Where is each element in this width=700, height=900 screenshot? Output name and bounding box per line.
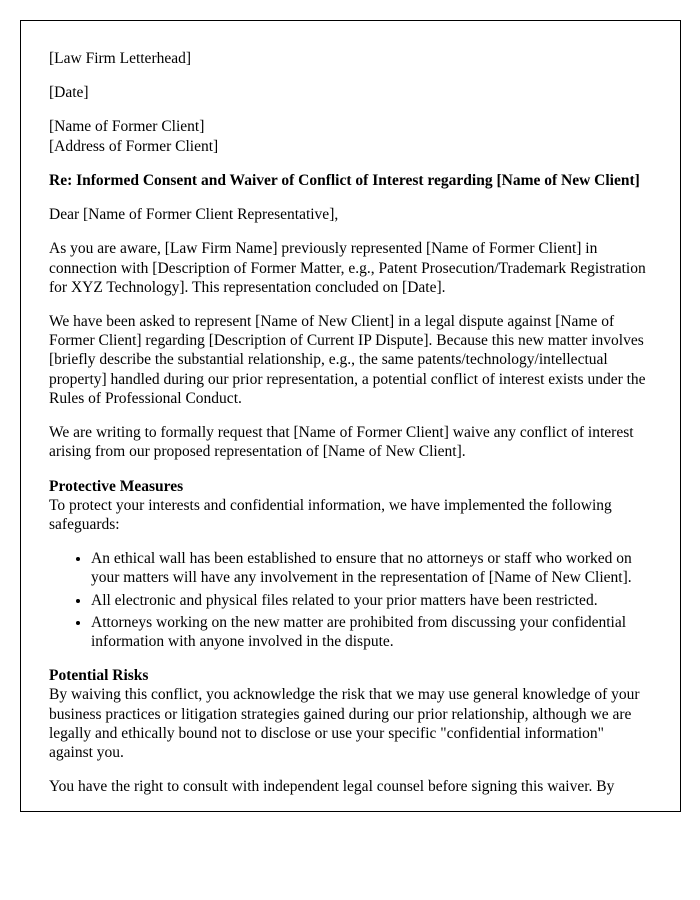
safeguard-item-ethical-wall: • An ethical wall has been established to ensure that no attorneys or staff who worked on your matters will have any involvement in the representation of [Name of New Client]. bbox=[91, 549, 650, 587]
waiver-letter bbox=[20, 20, 681, 812]
potential-risks-body: By waiving this conflict, you acknowledge the risk that we may use general knowledge of your business practices or litigation strategies gained during our prior relationship, although we are legally and ethically bound not to disclose or use your specific "confidential information" against you. bbox=[49, 686, 640, 762]
section-heading-protective-measures: Protective Measures bbox=[49, 477, 184, 495]
paragraph-new-matter: We have been asked to represent [Name of New Client] in a legal dispute against [Name of Former Client] regarding [Description of Current IP Dispute]. Because this new matter involves [briefly describe the substantial relationship, e.g., the same patents/technology/intellectual property] handled during our prior representation, a potential conflict of interest exists under the Rules of Professional Conduct. bbox=[49, 312, 646, 407]
date-line: [Date] bbox=[49, 84, 89, 102]
safeguards-list bbox=[73, 549, 650, 651]
salutation: Dear [Name of Former Client Representative], bbox=[49, 206, 339, 224]
letterhead-placeholder: [Law Firm Letterhead] bbox=[49, 50, 192, 67]
protective-measures-intro: To protect your interests and confidential information, we have implemented the following safeguards: bbox=[49, 496, 612, 533]
closing-fragment: You have the right to consult with independent legal counsel before signing this waiver. By bbox=[49, 778, 615, 796]
subject-line: Re: Informed Consent and Waiver of Conflict of Interest regarding [Name of New Client] bbox=[49, 171, 640, 189]
recipient-name: [Name of Former Client] bbox=[49, 118, 205, 136]
paragraph-prior-representation: As you are aware, [Law Firm Name] previously represented [Name of Former Client] in connection with [Description of Former Matter, e.g., Patent Prosecution/Trademark Registration for XYZ Technology]. This representation concluded on [Date]. bbox=[49, 240, 646, 296]
recipient-address: [Address of Former Client] bbox=[49, 137, 219, 155]
safeguard-item-files-restricted: • All electronic and physical files related to your prior matters have been restricted. bbox=[91, 591, 650, 610]
section-heading-potential-risks: Potential Risks bbox=[49, 667, 149, 685]
paragraph-waiver-request: We are writing to formally request that [Name of Former Client] waive any conflict of interest arising from our proposed representation of [Name of New Client]. bbox=[49, 424, 634, 461]
safeguard-item-no-discussion: • Attorneys working on the new matter are prohibited from discussing your confidential information with anyone involved in the dispute. bbox=[91, 613, 650, 651]
